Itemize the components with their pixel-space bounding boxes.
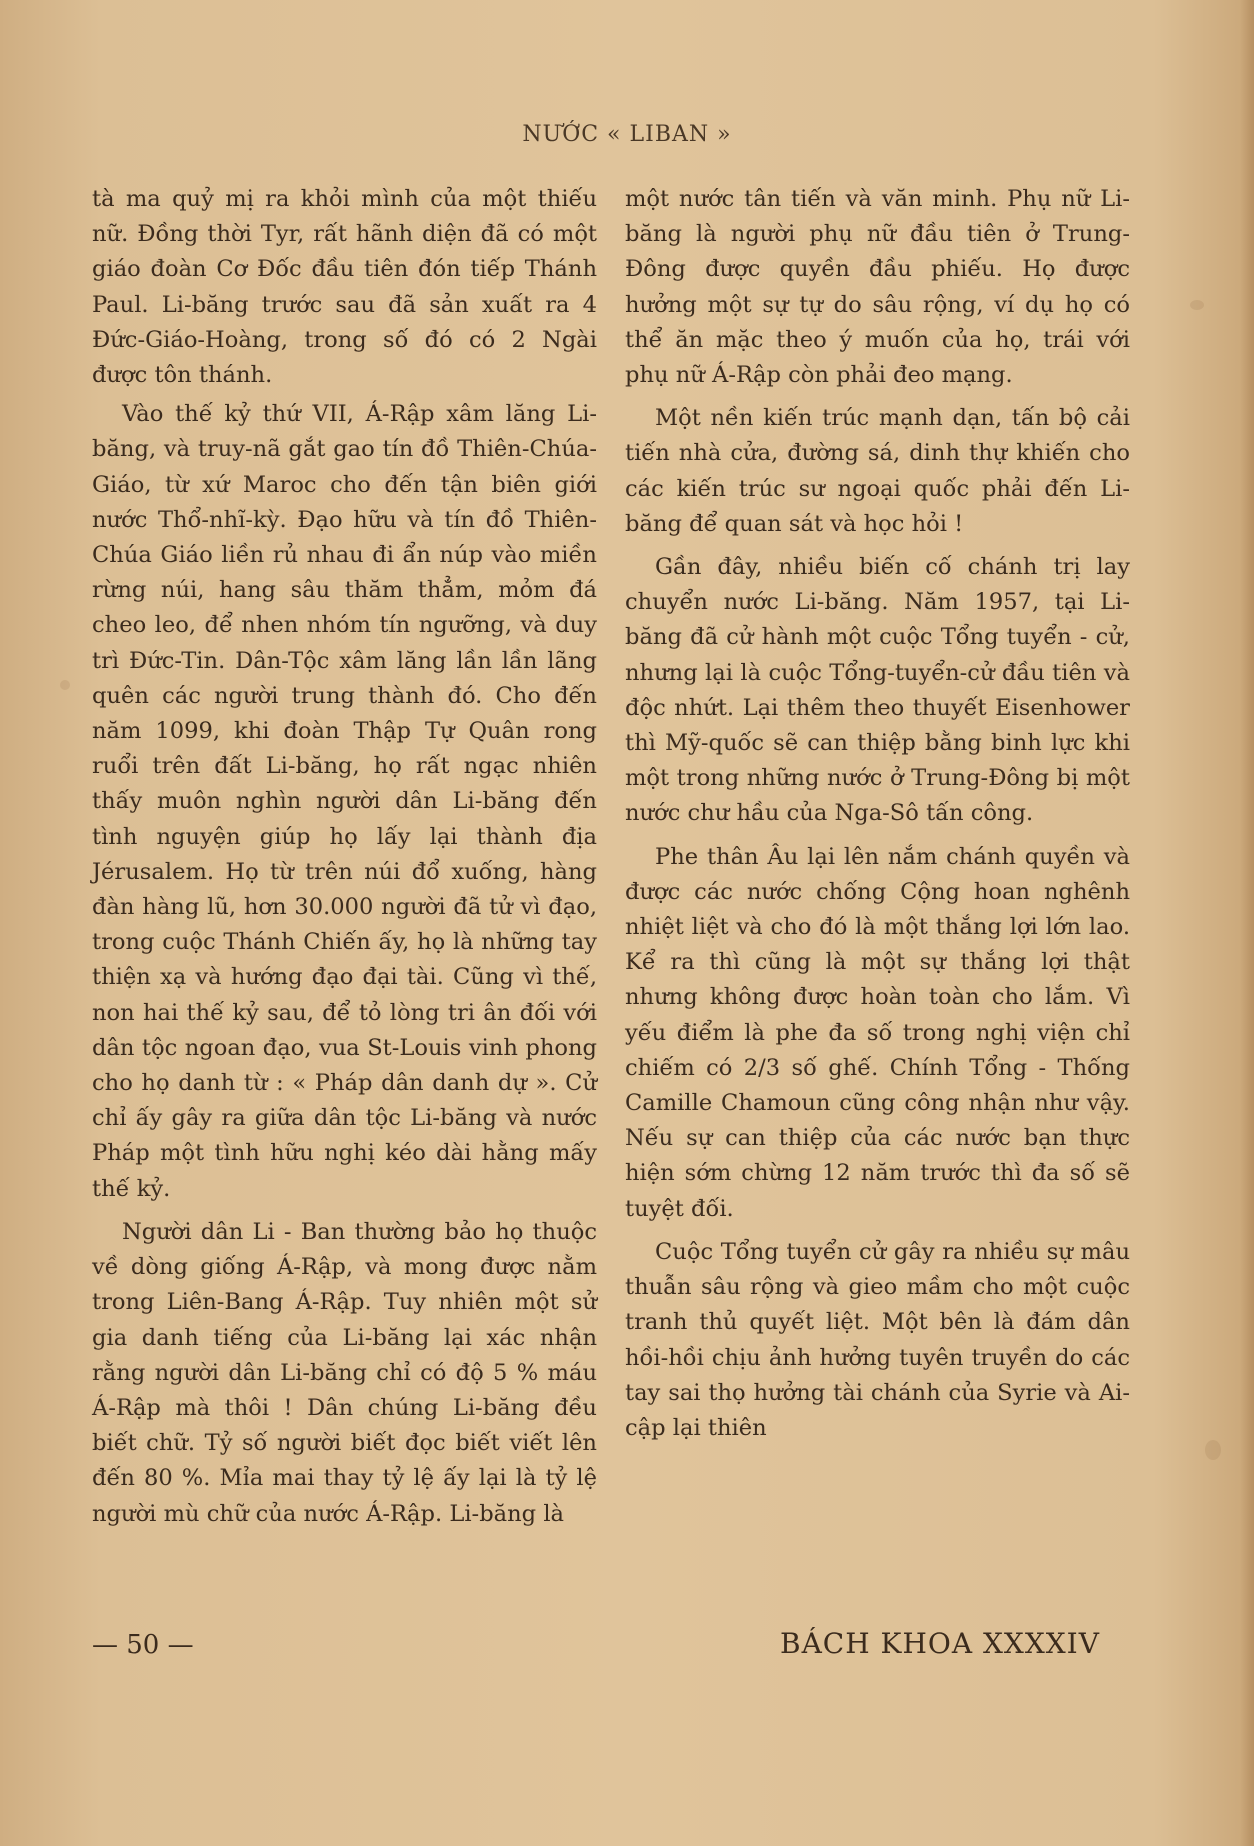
paragraph: Người dân Li - Ban thường bảo họ thuộc về dòng giống Á-Rập, và mong được nằm trong Liên-Bang Á-Rập. Tuy nhiên một sử gia danh tiếng của Li-băng lại xác nhận rằng người dân Li-băng chỉ có độ 5 % máu Á-Rập mà thôi ! Dân chúng Li-băng đều biết chữ. Tỷ số người biết đọc biết viết lên đến 80 %. Mỉa mai thay tỷ lệ ấy lại là tỷ lệ người mù chữ của nước Á-Rập. Li-băng là [92, 1218, 597, 1527]
running-header: NƯỚC « LIBAN » [522, 122, 732, 147]
page-number: — 50 — [92, 1630, 194, 1660]
paragraph: Một nền kiến trúc mạnh dạn, tấn bộ cải tiến nhà cửa, đường sá, dinh thự khiến cho các kiến trúc sư ngoại quốc phải đến Li-băng để quan sát và học hỏi ! [625, 405, 1130, 537]
paper-spot [1190, 300, 1204, 310]
publication-name: BÁCH KHOA XXXXIV [780, 1627, 1100, 1660]
paragraph: Vào thế kỷ thứ VII, Á-Rập xâm lăng Li-băng, và truy-nã gắt gao tín đồ Thiên-Chúa-Giáo, từ xứ Maroc cho đến tận biên giới nước Thổ-nhĩ-kỳ. Đạo hữu và tín đồ Thiên-Chúa Giáo liền rủ nhau đi ẩn núp vào miền rừng núi, hang sâu thăm thẳm, mỏm đá cheo leo, để nhen nhóm tín ngưỡng, và duy trì Đức-Tin. Dân-Tộc xâm lăng lần lần lãng quên các người trung thành đó. Cho đến năm 1099, khi đoàn Thập Tự Quân rong ruổi trên đất Li-băng, họ rất ngạc nhiên thấy muôn nghìn người dân Li-băng đến tình nguyện giúp họ lấy lại thành địa Jérusalem. Họ từ trên núi đổ xuống, hàng đàn hàng lũ, hơn 30.000 người đã tử vì đạo, trong cuộc Thánh Chiến ấy, họ là những tay thiện xạ và hướng đạo đại tài. Cũng vì thế, non hai thế kỷ sau, để tỏ lòng tri ân đối với dân tộc ngoan đạo, vua St-Louis vinh phong cho họ danh từ : « Pháp dân danh dự ». Cử chỉ ấy gây ra giữa dân tộc Li-băng và nước Pháp một tình hữu nghị kéo dài hằng mấy thế kỷ. [92, 401, 597, 1202]
paper-spot [60, 680, 70, 690]
paragraph: một nước tân tiến và văn minh. Phụ nữ Li-băng là người phụ nữ đầu tiên ở Trung-Đông được quyền đầu phiếu. Họ được hưởng một sự tự do sâu rộng, ví dụ họ có thể ăn mặc theo ý muốn của họ, trái với phụ nữ Á-Rập còn phải đeo mạng. [625, 186, 1130, 389]
paragraph: tà ma quỷ mị ra khỏi mình của một thiếu nữ. Đồng thời Tyr, rất hãnh diện đã có một giáo đoàn Cơ Đốc đầu tiên đón tiếp Thánh Paul. Li-băng trước sau đã sản xuất ra 4 Đức-Giáo-Hoàng, trong số đó có 2 Ngài được tôn thánh. [92, 186, 597, 389]
paragraph: Phe thân Âu lại lên nắm chánh quyền và được các nước chống Cộng hoan nghênh nhiệt liệt và cho đó là một thắng lợi lớn lao. Kể ra thì cũng là một sự thắng lợi thật nhưng không được hoàn toàn cho lắm. Vì yếu điểm là phe đa số trong nghị viện chỉ chiếm có 2/3 số ghế. Chính Tổng - Thống Camille Chamoun cũng công nhận như vậy. Nếu sự can thiệp của các nước bạn thực hiện sớm chừng 12 năm trước thì đa số sẽ tuyệt đối. [625, 843, 1130, 1222]
page-edge [1240, 0, 1254, 1846]
left-column [92, 182, 597, 1536]
paragraph: Cuộc Tổng tuyển cử gây ra nhiều sự mâu thuẫn sâu rộng và gieo mầm cho một cuộc tranh thủ quyết liệt. Một bên là đám dân hồi-hồi chịu ảnh hưởng tuyên truyền do các tay sai thọ hưởng tài chánh của Syrie và Ai-cập lại thiên [625, 1238, 1130, 1441]
right-column [625, 182, 1130, 1450]
paper-spot [1205, 1440, 1221, 1460]
paragraph: Gần đây, nhiều biến cố chánh trị lay chuyển nước Li-băng. Năm 1957, tại Li-băng đã cử hành một cuộc Tổng tuyển - cử, nhưng lại là cuộc Tổng-tuyển-cử đầu tiên và độc nhứt. Lại thêm theo thuyết Eisenhower thì Mỹ-quốc sẽ can thiệp bằng binh lực khi một trong những nước ở Trung-Đông bị một nước chư hầu của Nga-Sô tấn công. [625, 554, 1130, 827]
